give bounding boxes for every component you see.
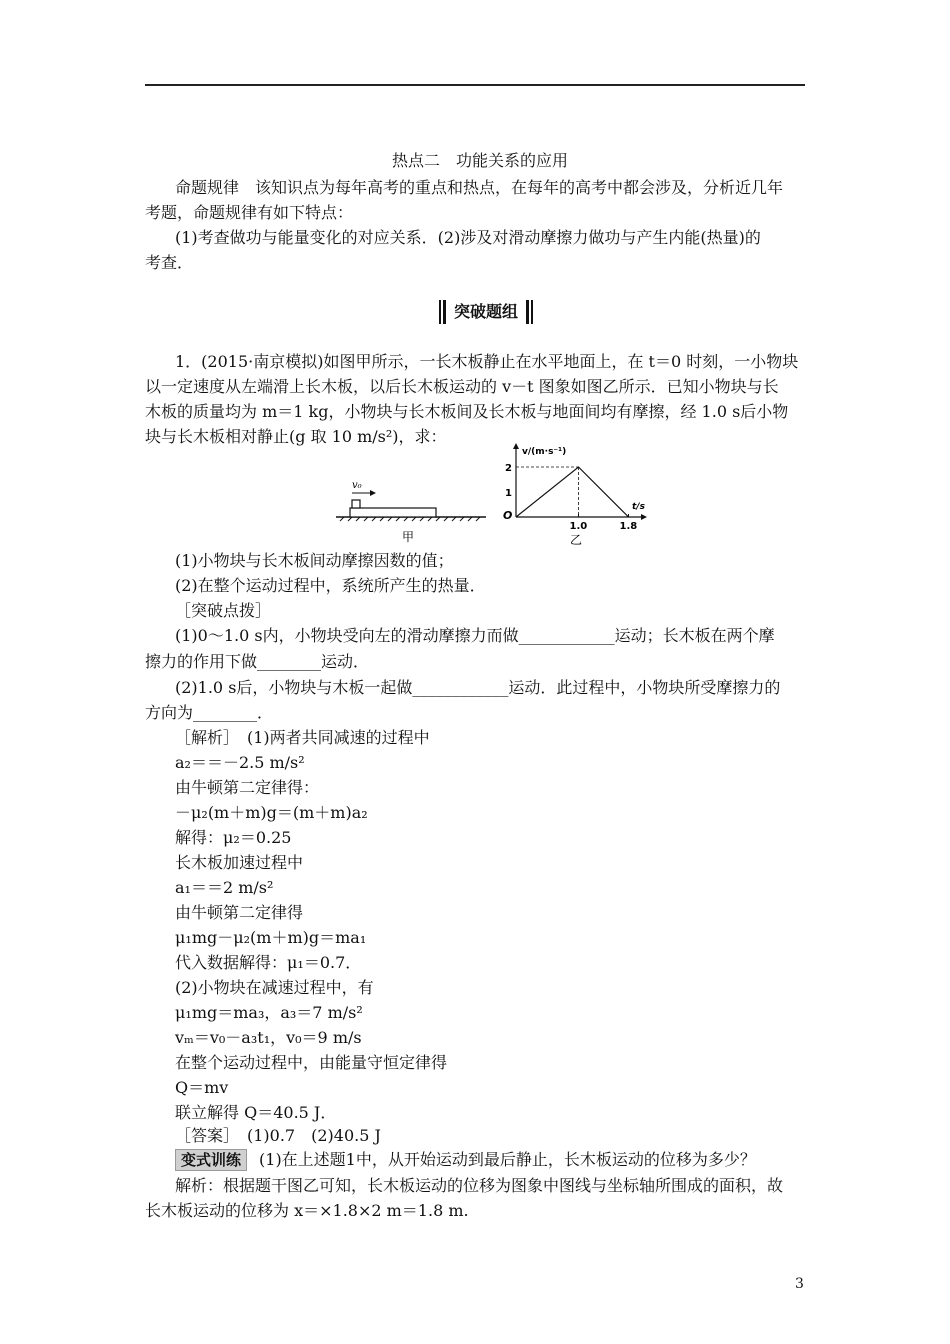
vt-series-line bbox=[516, 467, 629, 517]
solution-line-4: －μ₂(m＋m)g＝(m＋m)a₂ bbox=[175, 803, 368, 822]
solution-line-16: 联立解得 Q＝40.5 J． bbox=[175, 1103, 337, 1122]
answer-line: ［答案］ (1)0.7 (2)40.5 J bbox=[175, 1126, 381, 1145]
left-figure-label: 甲 bbox=[402, 530, 415, 544]
page-number: 3 bbox=[795, 1276, 804, 1292]
solution-line-2: a₂＝＝－2.5 m/s² bbox=[175, 753, 305, 772]
problem-line-3: 木板的质量均为 m＝1 kg，小物块与长木板间及长木板与地面间均有摩擦，经 1.0 s后小物 bbox=[145, 402, 789, 421]
solution-line-7: a₁＝＝2 m/s² bbox=[175, 878, 274, 897]
question-line-1: (1)小物块与长木板间动摩擦因数的值； bbox=[175, 551, 454, 570]
hint-heading: ［突破点拨］ bbox=[175, 601, 272, 620]
y-axis-arrowhead bbox=[513, 443, 519, 449]
rule-line-1: 命题规律 该知识点为每年高考的重点和热点，在每年的高考中都会涉及，分析近几年 bbox=[175, 178, 784, 197]
v0-label: v₀ bbox=[352, 480, 362, 491]
solution-line-14: 在整个运动过程中，由能量守恒定律得 bbox=[175, 1053, 448, 1072]
variant-answer-line-2: 长木板运动的位移为 x＝×1.8×2 m＝1.8 m. bbox=[145, 1201, 469, 1220]
x-axis-arrowhead bbox=[641, 514, 647, 520]
hint-line-3: (2)1.0 s后，小物块与木板一起做____________运动．此过程中，小物块所受摩擦力的 bbox=[175, 678, 781, 697]
origin-label: O bbox=[503, 509, 513, 522]
solution-line-6: 长木板加速过程中 bbox=[175, 853, 304, 872]
y-axis-label: v/(m·s⁻¹) bbox=[522, 447, 567, 457]
rule-line-4: 考查． bbox=[145, 253, 194, 272]
hint-line-1: (1)0～1.0 s内，小物块受向左的滑动摩擦力而做____________运动；长木板在两个摩 bbox=[175, 626, 775, 645]
long-board bbox=[350, 508, 436, 517]
small-block bbox=[352, 500, 360, 508]
velocity-arrowhead bbox=[370, 490, 376, 496]
question-line-2: (2)在整个运动过程中，系统所产生的热量． bbox=[175, 576, 486, 595]
x-tick-label: 1.8 bbox=[619, 521, 638, 532]
rule-line-3: (1)考查做功与能量变化的对应关系．(2)涉及对滑动摩擦力做功与产生内能(热量)的 bbox=[175, 228, 761, 247]
vt-plot bbox=[505, 463, 637, 532]
board-diagram bbox=[336, 480, 486, 544]
hint-line-4: 方向为________． bbox=[145, 703, 274, 722]
y-tick-label: 2 bbox=[505, 463, 512, 474]
solution-line-12: μ₁mg＝ma₃，a₃＝7 m/s² bbox=[175, 1003, 363, 1022]
solution-line-10: 代入数据解得：μ₁＝0.7． bbox=[175, 953, 362, 972]
header-rule bbox=[145, 84, 805, 86]
rule-line-2: 考题，命题规律有如下特点： bbox=[145, 203, 354, 222]
problem-figure bbox=[336, 441, 656, 553]
solution-line-3: 由牛顿第二定律得： bbox=[175, 778, 320, 797]
problem-line-4: 块与长木板相对静止(g 取 10 m/s²)，求： bbox=[145, 427, 447, 446]
figure-svg bbox=[336, 441, 656, 549]
solution-line-1: ［解析］ (1)两者共同减速的过程中 bbox=[175, 728, 430, 747]
solution-line-15: Q＝mv bbox=[175, 1078, 229, 1097]
solution-line-9: μ₁mg－μ₂(m＋m)g＝ma₁ bbox=[175, 928, 367, 947]
solution-line-5: 解得：μ₂＝0.25 bbox=[175, 828, 292, 847]
x-axis-label: t/s bbox=[632, 502, 645, 512]
hint-line-2: 擦力的作用下做________运动． bbox=[145, 652, 370, 671]
problem-line-2: 以一定速度从左端滑上长木板，以后长木板运动的 v－t 图象如图乙所示．已知小物块与长 bbox=[145, 377, 779, 396]
x-tick-label: 1.0 bbox=[569, 521, 588, 532]
solution-line-11: (2)小物块在减速过程中，有 bbox=[175, 978, 374, 997]
section-banner: 突破题组 bbox=[443, 300, 529, 324]
vt-graph bbox=[503, 443, 647, 547]
variant-answer-line-1: 解析：根据题干图乙可知，长木板运动的位移为图象中图线与坐标轴所围成的面积，故 bbox=[175, 1176, 784, 1195]
y-tick-label: 1 bbox=[505, 488, 512, 499]
right-figure-label: 乙 bbox=[570, 533, 583, 547]
variant-line bbox=[175, 1148, 756, 1172]
solution-line-13: vₘ＝v₀－a₃t₁，v₀＝9 m/s bbox=[175, 1028, 362, 1047]
solution-line-8: 由牛顿第二定律得 bbox=[175, 903, 304, 922]
variant-tag: 变式训练 bbox=[175, 1149, 247, 1171]
section-title: 热点二 功能关系的应用 bbox=[391, 151, 568, 170]
variant-question: (1)在上述题1中，从开始运动到最后静止，长木板运动的位移为多少？ bbox=[259, 1150, 756, 1169]
problem-line-1: 1．(2015·南京模拟)如图甲所示，一长木板静止在水平地面上，在 t＝0 时刻，一小物块 bbox=[175, 352, 799, 371]
